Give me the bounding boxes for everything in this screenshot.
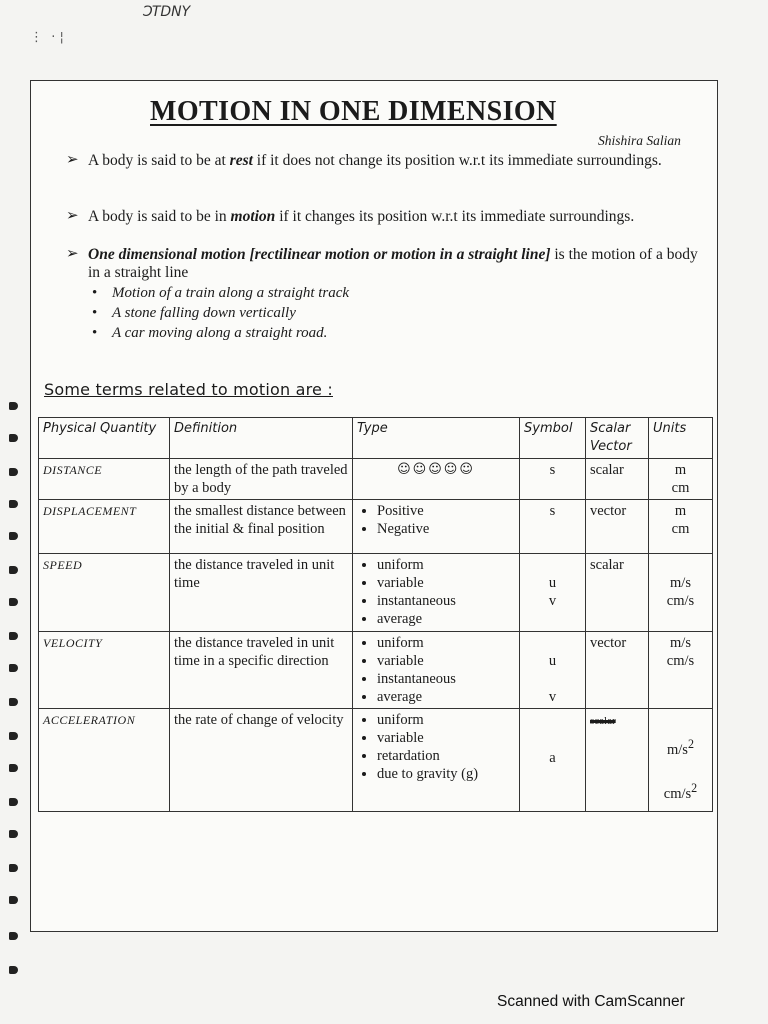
definition-cell: the distance traveled in unit time in a specific direction <box>170 632 353 709</box>
list-item: • Negative <box>377 520 515 538</box>
symbol-cell: u v <box>520 632 586 709</box>
nature-cell: vector <box>586 632 649 709</box>
table-row <box>39 500 713 554</box>
struck-nature-text: scalar <box>590 715 616 727</box>
type-cell <box>353 709 520 812</box>
table-row <box>39 632 713 709</box>
quantity-cell: SPEED <box>39 554 170 632</box>
list-item: • average <box>377 610 515 628</box>
arrow-bullet-icon: ➢ <box>66 246 79 262</box>
units-cell: m cm <box>649 500 713 554</box>
type-cell <box>353 554 520 632</box>
nature-cell <box>586 709 649 812</box>
header-definition: Definition <box>170 418 353 459</box>
symbol-cell: a <box>520 709 586 812</box>
list-item: • instantaneous <box>377 670 515 688</box>
symbol-cell: s <box>520 459 586 500</box>
list-item: • retardation <box>377 747 515 765</box>
list-item: • instantaneous <box>377 592 515 610</box>
list-item: • Positive <box>377 502 515 520</box>
header-symbol: Symbol <box>520 418 586 459</box>
units-cell: m/s cm/s <box>649 554 713 632</box>
units-cell: m cm <box>649 459 713 500</box>
table-row <box>39 459 713 500</box>
example-item: • Motion of a train along a straight track <box>92 285 350 301</box>
header-type: Type <box>353 418 520 459</box>
example-item: • A stone falling down vertically <box>92 305 296 321</box>
header-quantity: Physical Quantity <box>39 418 170 459</box>
arrow-bullet-icon: ➢ <box>66 152 79 168</box>
list-item: • variable <box>377 652 515 670</box>
margin-marks: ⋮ · ¦ <box>30 30 64 45</box>
type-cell: ☺☺☺☺☺ <box>353 459 520 500</box>
point-rest: ➢ A body is said to be at rest if it does not change its position w.r.t its immediate surroundings. <box>66 152 662 169</box>
list-item: • variable <box>377 574 515 592</box>
example-item: • A car moving along a straight road. <box>92 325 328 341</box>
definition-cell: the smallest distance between the initial & final position <box>170 500 353 554</box>
motion-terms-table <box>38 417 713 812</box>
list-item: • due to gravity (g) <box>377 765 515 783</box>
terms-heading: Some terms related to motion are : <box>44 380 333 399</box>
table-row <box>39 554 713 632</box>
nature-cell: scalar <box>586 554 649 632</box>
symbol-cell: s <box>520 500 586 554</box>
author-name: Shishira Salian <box>598 133 681 148</box>
list-item: • variable <box>377 729 515 747</box>
top-scribble: ƆTDNY <box>142 4 191 20</box>
list-item: • uniform <box>377 556 515 574</box>
units-cell: $m/s^2$ $cm/s^2$ <box>649 709 713 812</box>
list-item: • uniform <box>377 711 515 729</box>
list-item: • uniform <box>377 634 515 652</box>
header-units: Units <box>649 418 713 459</box>
type-cell <box>353 632 520 709</box>
header-scalar-vector: Scalar Vector <box>586 418 649 459</box>
quantity-cell: DISTANCE <box>39 459 170 500</box>
units-cell: m/s cm/s <box>649 632 713 709</box>
quantity-cell: DISPLACEMENT <box>39 500 170 554</box>
table-header-row <box>39 418 713 459</box>
definition-cell: the rate of change of velocity <box>170 709 353 812</box>
nature-cell: vector <box>586 500 649 554</box>
point-one-dimensional: ➢ One dimensional motion [rectilinear motion or motion in a straight line] is the motion of a body in a straight line <box>66 246 698 281</box>
quantity-cell: ACCELERATION <box>39 709 170 812</box>
arrow-bullet-icon: ➢ <box>66 208 79 224</box>
point-motion: ➢ A body is said to be in motion if it changes its position w.r.t its immediate surroundings. <box>66 208 635 225</box>
type-cell <box>353 500 520 554</box>
definition-cell: the distance traveled in unit time <box>170 554 353 632</box>
table-row <box>39 709 713 812</box>
symbol-cell: u v <box>520 554 586 632</box>
nature-cell: scalar <box>586 459 649 500</box>
page-title: MOTION IN ONE DIMENSION <box>150 96 557 127</box>
quantity-cell: VELOCITY <box>39 632 170 709</box>
list-item: • average <box>377 688 515 706</box>
scanner-watermark: Scanned with CamScanner <box>497 993 685 1010</box>
definition-cell: the length of the path traveled by a body <box>170 459 353 500</box>
